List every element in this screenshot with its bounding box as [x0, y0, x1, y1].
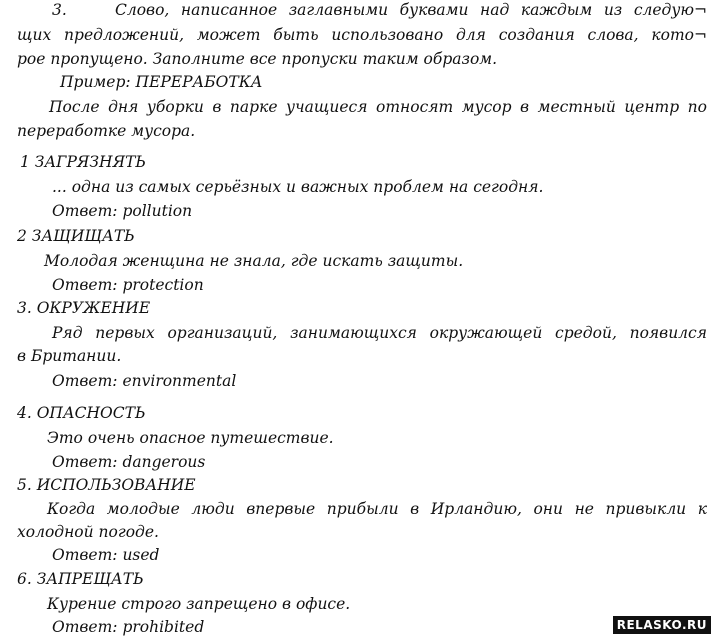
item-answer: Ответ: protection [52, 276, 204, 294]
item-sentence: Ряд первых организаций, занимающихся окружающей средой, появился [52, 324, 707, 342]
item-sentence: холодной погоде. [17, 523, 159, 541]
item-sentence: Когда молодые люди впервые прибыли в Ирландию, они не привыкли к [47, 500, 707, 518]
item-sentence: Курение строго запрещено в офисе. [47, 595, 351, 613]
item-sentence: ... одна из самых серьёзных и важных проблем на сегодня. [52, 178, 544, 196]
instruction-line-1: Слово, написанное заглавными буквами над каждым из следую¬ [115, 1, 707, 19]
item-sentence: Это очень опасное путешествие. [47, 429, 334, 447]
item-answer: Ответ: pollution [52, 202, 193, 220]
example-label: Пример: ПЕРЕРАБОТКА [60, 73, 263, 91]
item-answer: Ответ: prohibited [52, 618, 205, 636]
item-answer: Ответ: used [52, 546, 160, 564]
instruction-line-3: рое пропущено. Заполните все пропуски таким образом. [17, 50, 498, 68]
item-heading: 6. ЗАПРЕЩАТЬ [17, 570, 144, 588]
instruction-line-2: щих предложений, может быть использовано для создания слова, кото¬ [17, 26, 707, 44]
item-heading: 5. ИСПОЛЬЗОВАНИЕ [17, 476, 196, 494]
item-heading: 3. ОКРУЖЕНИЕ [17, 299, 151, 317]
watermark: RELASKO.RU [613, 616, 711, 634]
item-sentence: Молодая женщина не знала, где искать защиты. [44, 252, 464, 270]
item-answer: Ответ: environmental [52, 372, 237, 390]
example-sentence-line-1: После дня уборки в парке учащиеся относят мусор в местный центр по [49, 98, 707, 116]
item-heading: 1 ЗАГРЯЗНЯТЬ [20, 153, 146, 171]
example-sentence-line-2: переработке мусора. [17, 122, 196, 140]
task-number: 3. [52, 1, 67, 19]
item-heading: 4. ОПАСНОСТЬ [17, 404, 146, 422]
item-sentence: в Британии. [17, 347, 122, 365]
item-heading: 2 ЗАЩИЩАТЬ [17, 227, 135, 245]
item-answer: Ответ: dangerous [52, 453, 206, 471]
